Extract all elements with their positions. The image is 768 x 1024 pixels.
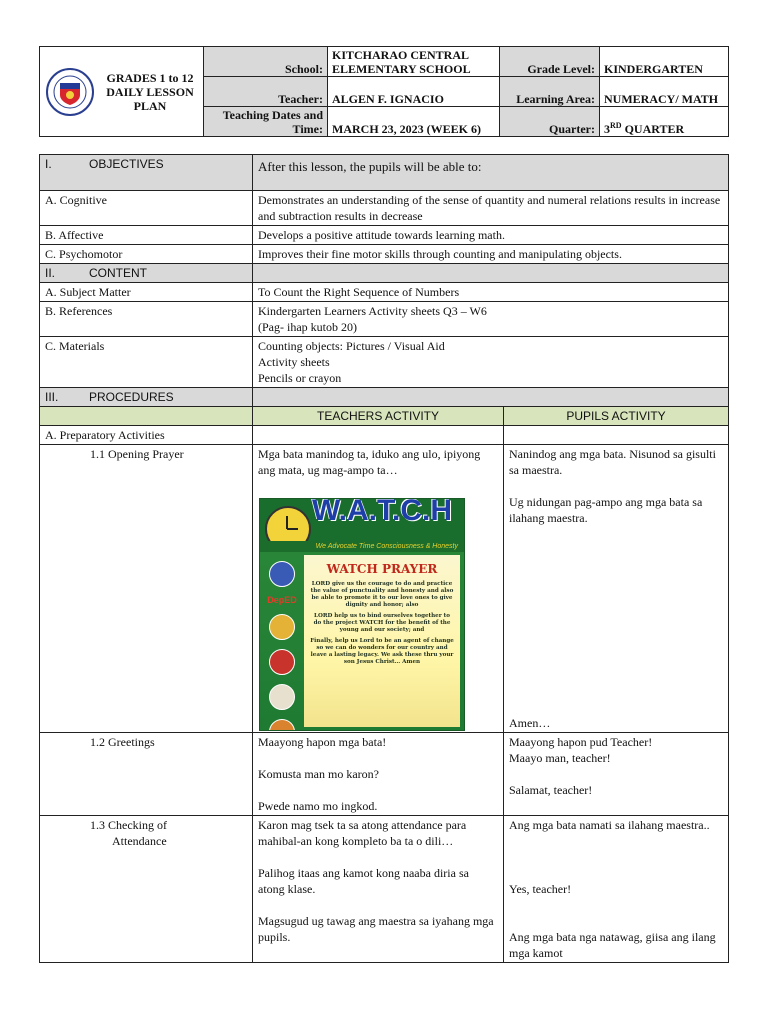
references-text: Kindergarten Learners Activity sheets Q3 – W6 (Pag- ihap kutob 20) [253,302,729,337]
poster-tagline: We Advocate Time Consciousness & Honesty [260,541,464,552]
attendance-label: 1.3 Checking of Attendance [40,816,253,963]
greetings-teacher: Maayong hapon mga bata! Komusta man mo karon? Pwede namo mo ingkod. [253,733,504,816]
seal-icon [269,719,295,731]
objective-row-cognitive: A. Cognitive Demonstrates an understanding of the sense of quantity and numeral relations results in increase and subtraction results in decrease [40,191,729,226]
header-table [39,46,729,137]
attendance-pupils: Ang mga bata namati sa ilahang maestra.. Yes, teacher! Ang mga bata nga natawag, giisa ang ilang mga kamot [504,816,729,963]
materials-text: Counting objects: Pictures / Visual Aid Activity sheets Pencils or crayon [253,337,729,388]
preparatory-activities-row: A. Preparatory Activities [40,426,729,445]
attendance-row [40,816,729,963]
watch-prayer-poster [259,498,465,731]
opening-prayer-row [40,445,729,733]
grade-level-label: Grade Level: [500,47,600,77]
poster-paragraph-2: LORD help us to bind ourselves together to do the project WATCH for the benefit of the young and our society; and [313,613,451,633]
poster-brand: W.A.T.C.H [312,498,452,527]
seal-icon [269,649,295,675]
greetings-pupils: Maayong hapon pud Teacher! Maayo man, teacher! Salamat, teacher! [504,733,729,816]
greetings-row [40,733,729,816]
quarter-label: Quarter: [500,107,600,137]
seal-icon [269,561,295,587]
objective-affective-text: Develops a positive attitude towards learning math. [253,226,729,245]
teaching-dates-value: MARCH 23, 2023 (WEEK 6) [328,107,500,137]
attendance-teacher: Karon mag tsek ta sa atong attendance para mahibal-an kong kompleto ba ta o dili… Palihog itaas ang kamot kong naaba diria sa atong klase. Magsugud ug tawag ang maestra sa iyahang mga pupils. [253,816,504,963]
poster-paragraph-3: Finally, help us Lord to be an agent of change so we can do wonders for our country and leave a lasting legacy. We ask these thru your son Jesus Christ… Amen [310,638,454,665]
opening-prayer-label: 1.1 Opening Prayer [40,445,253,733]
objectives-header-row [40,155,729,191]
greetings-label: 1.2 Greetings [40,733,253,816]
procedures-header-row [40,388,729,407]
subject-matter-row: A. Subject Matter To Count the Right Sequence of Numbers [40,283,729,302]
pupils-activity-heading: PUPILS ACTIVITY [504,407,729,426]
opening-prayer-teacher: Mga bata manindog ta, iduko ang ulo, ipiyong ang mata, ug mag-ampo ta… W.A.T.C.H We Advocate Time Consciousness & Honesty DepED WATCH PRAYER LORD give us the courage to do and practice the value of punctuality and honesty and also be able to promote it to our love ones to give dignity and honor; also LORD help us to bind ourselves together to do the project WATCH for the benefit of the young and our society; and Finally, help us Lord to be an agent of change so we can do wonders for our country and leave a lasting legacy. We ask these thru your son Jesus Christ… Amen [253,445,504,733]
deped-seal-icon [46,68,94,116]
learning-area-value: NUMERACY/ MATH [600,77,729,107]
content-header-row [40,264,729,283]
procedures-heading: III. PROCEDURES [40,388,253,407]
content-heading: II. CONTENT [40,264,253,283]
teacher-value: ALGEN F. IGNACIO [328,77,500,107]
teachers-activity-heading: TEACHERS ACTIVITY [253,407,504,426]
objective-row-affective: B. Affective Develops a positive attitude towards learning math. [40,226,729,245]
deped-logo: DepED [267,595,297,605]
objectives-heading: I. OBJECTIVES [40,155,253,191]
logo-cell [40,47,204,137]
poster-paragraph-1: LORD give us the courage to do and practice the value of punctuality and honesty and also be able to promote it to our love ones to give dignity and honor; also [310,581,454,608]
objective-cognitive-text: Demonstrates an understanding of the sense of quantity and numeral relations results in increase and subtraction results in decrease [253,191,729,226]
lesson-plan-table [39,154,729,963]
school-value: KITCHARAO CENTRAL ELEMENTARY SCHOOL [328,47,500,77]
school-label: School: [204,47,328,77]
learning-area-label: Learning Area: [500,77,600,107]
grade-level-value: KINDERGARTEN [600,47,729,77]
seal-icon [269,684,295,710]
objective-psychomotor-text: Improves their fine motor skills through counting and manipulating objects. [253,245,729,264]
opening-prayer-pupils: Nanindog ang mga bata. Nisunod sa gisulti sa maestra. Ug nidungan pag-ampo ang mga bata sa ilahang maestra. Amen… [504,445,729,733]
subject-matter-text: To Count the Right Sequence of Numbers [253,283,729,302]
quarter-value: 3RD QUARTER [600,107,729,137]
objective-row-psychomotor: C. Psychomotor Improves their fine motor skills through counting and manipulating objects. [40,245,729,264]
references-row: B. References Kindergarten Learners Activity sheets Q3 – W6 (Pag- ihap kutob 20) [40,302,729,337]
teaching-dates-label: Teaching Dates and Time: [204,107,328,137]
objectives-intro: After this lesson, the pupils will be able to: [253,155,729,191]
materials-row: C. Materials Counting objects: Pictures / Visual Aid Activity sheets Pencils or crayon [40,337,729,388]
seal-icon [269,614,295,640]
activity-columns-row [40,407,729,426]
teacher-label: Teacher: [204,77,328,107]
dlp-title: GRADES 1 to 12 DAILY LESSON PLAN [106,70,194,113]
poster-title: WATCH PRAYER [326,562,438,576]
